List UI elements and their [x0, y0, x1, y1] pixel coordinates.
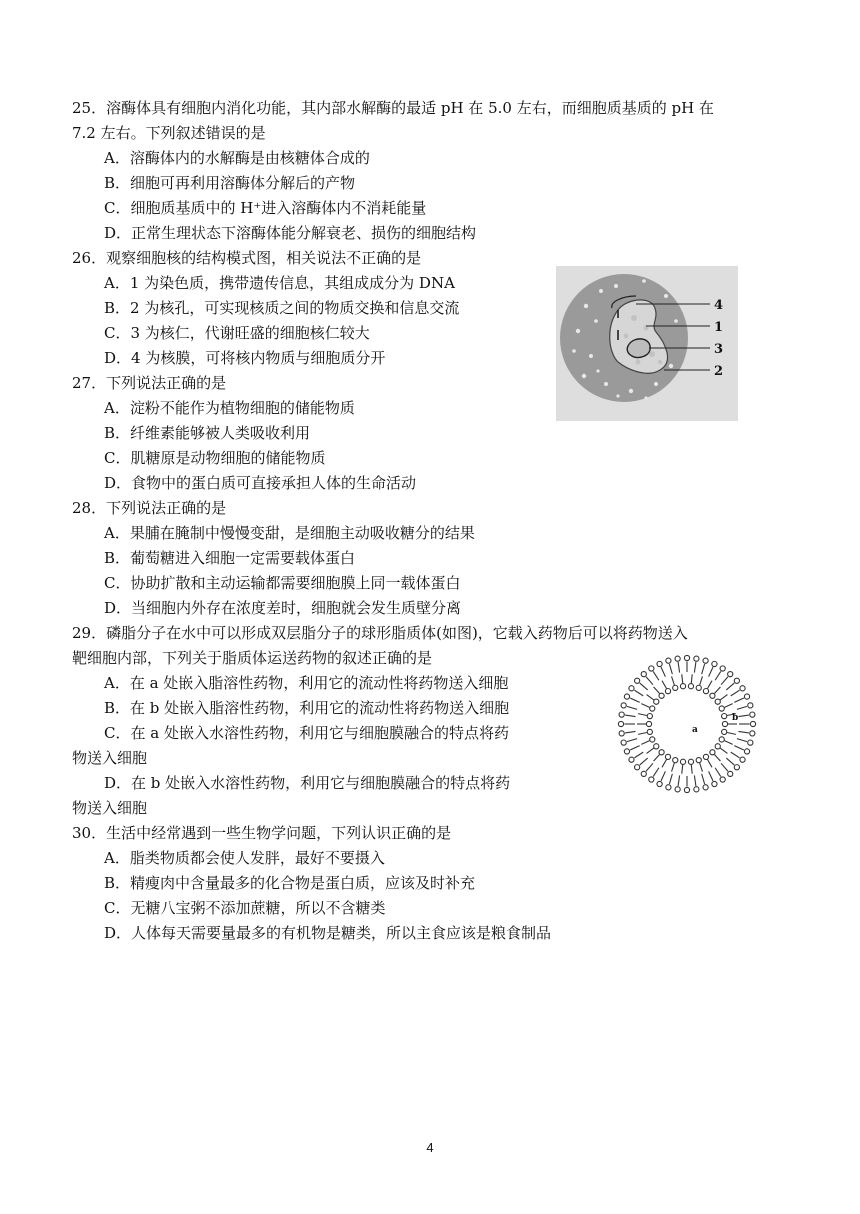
q28-option-d: D．当细胞内外存在浓度差时，细胞就会发生质壁分离 — [104, 599, 462, 617]
outer-phospholipid-head — [629, 757, 634, 762]
inner-phospholipid-head — [688, 759, 693, 764]
q25-option-b: B．细胞可再利用溶酶体分解后的产物 — [104, 174, 356, 192]
inner-phospholipid-head — [719, 737, 724, 742]
outer-phospholipid-head — [675, 656, 680, 661]
inner-phospholipid-tail — [720, 695, 727, 700]
outer-phospholipid-head — [750, 731, 755, 736]
outer-phospholipid-head — [734, 678, 739, 683]
q27-option-d: D．食物中的蛋白质可直接承担人体的生命活动 — [104, 474, 417, 492]
outer-phospholipid-tail — [731, 752, 740, 758]
outer-phospholipid-head — [750, 721, 755, 726]
outer-phospholipid-head — [629, 686, 634, 691]
outer-phospholipid-head — [720, 777, 725, 782]
inner-phospholipid-tail — [727, 733, 736, 735]
q29-option-d-cont: 物送入细胞 — [72, 799, 148, 817]
inner-phospholipid-tail — [662, 681, 667, 689]
q26-option-a: A．1 为染色质，携带遗传信息，其组成成分为 DNA — [104, 274, 455, 292]
q26-option-c: C．3 为核仁，代谢旺盛的细胞核仁较大 — [104, 324, 370, 342]
outer-phospholipid-head — [666, 658, 671, 663]
outer-phospholipid-tail — [653, 768, 659, 777]
outer-phospholipid-tail — [726, 683, 734, 690]
inner-phospholipid-head — [696, 685, 701, 690]
outer-phospholipid-head — [641, 672, 646, 677]
inner-phospholipid-tail — [641, 741, 649, 745]
outer-phospholipid-tail — [634, 752, 643, 758]
outer-phospholipid-head — [740, 757, 745, 762]
inner-phospholipid-tail — [700, 676, 703, 685]
q26-option-b: B．2 为核孔，可实现核质之间的物质交换和信息交流 — [104, 299, 460, 317]
outer-phospholipid-tail — [669, 774, 672, 784]
outer-phospholipid-head — [649, 666, 654, 671]
outer-phospholipid-tail — [630, 746, 640, 750]
inner-phospholipid-head — [673, 685, 678, 690]
outer-phospholipid-tail — [630, 698, 640, 702]
inner-phospholipid-head — [650, 706, 655, 711]
outer-phospholipid-head — [750, 712, 755, 717]
outer-phospholipid-head — [703, 658, 708, 663]
inner-phospholipid-tail — [700, 763, 703, 772]
q29-stem-line1: 29．磷脂分子在水中可以形成双层脂分子的球形脂质体(如图)，它载入药物后可以将药物送入 — [72, 624, 688, 642]
inner-phospholipid-tail — [682, 674, 683, 683]
outer-phospholipid-head — [624, 749, 629, 754]
outer-phospholipid-head — [618, 721, 623, 726]
outer-phospholipid-head — [734, 765, 739, 770]
q27-stem: 27．下列说法正确的是 — [72, 374, 227, 392]
q28-option-c: C．协助扩散和主动运输都需要细胞膜上同一载体蛋白 — [104, 574, 461, 592]
nucleus-label-4: 4 — [714, 298, 724, 313]
q30-option-d: D．人体每天需要量最多的有机物是糖类，所以主食应该是粮食制品 — [104, 924, 552, 942]
q26-stem: 26．观察细胞核的结构模式图，相关说法不正确的是 — [72, 249, 422, 267]
outer-phospholipid-head — [657, 661, 662, 666]
inner-phospholipid-head — [703, 754, 708, 759]
inner-phospholipid-head — [646, 721, 651, 726]
outer-phospholipid-tail — [678, 662, 679, 672]
inner-phospholipid-tail — [720, 748, 727, 753]
outer-phospholipid-head — [740, 686, 745, 691]
outer-phospholipid-head — [675, 787, 680, 792]
outer-phospholipid-head — [649, 777, 654, 782]
page-number: 4 — [426, 1140, 434, 1155]
outer-phospholipid-head — [712, 661, 717, 666]
inner-phospholipid-tail — [714, 754, 720, 761]
outer-phospholipid-tail — [715, 768, 721, 777]
outer-phospholipid-head — [744, 694, 749, 699]
outer-phospholipid-head — [619, 731, 624, 736]
outer-phospholipid-tail — [734, 746, 744, 750]
outer-phospholipid-head — [684, 655, 689, 660]
inner-phospholipid-head — [659, 693, 664, 698]
inner-phospholipid-tail — [641, 704, 649, 708]
q26-option-d: D．4 为核膜，可将核内物质与细胞质分开 — [104, 349, 386, 367]
outer-phospholipid-tail — [646, 677, 653, 685]
q30-option-c: C．无糖八宝粥不添加蔗糖，所以不含糖类 — [104, 899, 386, 917]
outer-phospholipid-tail — [709, 771, 713, 781]
outer-phospholipid-tail — [661, 771, 665, 781]
q27-option-b: B．纤维素能够被人类吸收利用 — [104, 424, 311, 442]
inner-phospholipid-tail — [638, 714, 647, 716]
outer-phospholipid-tail — [721, 677, 728, 685]
inner-phospholipid-tail — [654, 754, 660, 761]
q25-stem-line1: 25．溶酶体具有细胞内消化功能，其内部水解酶的最适 pH 在 5.0 左右，而细胞质基质的 pH 在 — [72, 99, 714, 117]
inner-phospholipid-tail — [708, 681, 713, 689]
outer-phospholipid-head — [666, 785, 671, 790]
outer-phospholipid-head — [748, 703, 753, 708]
inner-phospholipid-tail — [724, 741, 732, 745]
outer-phospholipid-tail — [640, 758, 648, 765]
outer-phospholipid-head — [728, 771, 733, 776]
outer-phospholipid-tail — [627, 706, 637, 709]
inner-phospholipid-tail — [672, 676, 675, 685]
outer-phospholipid-head — [748, 740, 753, 745]
outer-phospholipid-head — [624, 694, 629, 699]
inner-phospholipid-tail — [638, 733, 647, 735]
inner-phospholipid-head — [722, 729, 727, 734]
q29-option-c: C．在 a 处嵌入水溶性药物，利用它与细胞膜融合的特点将药 — [104, 724, 509, 742]
inner-phospholipid-head — [688, 684, 693, 689]
outer-phospholipid-head — [621, 703, 626, 708]
outer-phospholipid-tail — [726, 758, 734, 765]
nucleus-structure-figure — [556, 266, 738, 421]
inner-phospholipid-head — [647, 713, 652, 718]
q25-option-a: A．溶酶体内的水解酶是由核糖体合成的 — [104, 149, 370, 167]
outer-phospholipid-tail — [646, 763, 653, 771]
q25-option-c: C．细胞质基质中的 H⁺进入溶酶体内不消耗能量 — [104, 199, 427, 217]
q29-option-b: B．在 b 处嵌入脂溶性药物，利用它的流动性将药物送入细胞 — [104, 699, 510, 717]
nucleus-label-1: 1 — [714, 320, 724, 335]
inner-phospholipid-tail — [724, 704, 732, 708]
liposome-label-a: a — [692, 725, 698, 735]
inner-phospholipid-tail — [691, 765, 692, 774]
outer-phospholipid-tail — [661, 667, 665, 677]
outer-phospholipid-tail — [653, 671, 659, 680]
q30-stem: 30．生活中经常遇到一些生物学问题，下列认识正确的是 — [72, 824, 452, 842]
inner-phospholipid-tail — [708, 760, 713, 768]
outer-phospholipid-tail — [737, 706, 747, 709]
outer-phospholipid-head — [694, 787, 699, 792]
inner-phospholipid-head — [715, 744, 720, 749]
outer-phospholipid-tail — [694, 775, 695, 785]
inner-phospholipid-tail — [647, 748, 654, 753]
inner-phospholipid-head — [647, 729, 652, 734]
inner-phospholipid-head — [710, 750, 715, 755]
nucleus-label-2: 2 — [714, 364, 724, 379]
outer-phospholipid-tail — [709, 667, 713, 677]
outer-phospholipid-tail — [694, 662, 695, 672]
inner-phospholipid-tail — [691, 674, 692, 683]
inner-phospholipid-tail — [714, 687, 720, 694]
inner-phospholipid-head — [722, 721, 727, 726]
q29-option-d: D．在 b 处嵌入水溶性药物，利用它与细胞膜融合的特点将药 — [104, 774, 511, 792]
outer-phospholipid-tail — [702, 774, 705, 784]
outer-phospholipid-tail — [625, 731, 635, 732]
inner-phospholipid-tail — [647, 695, 654, 700]
inner-phospholipid-head — [659, 750, 664, 755]
q25-stem-line2: 7.2 左右。下列叙述错误的是 — [72, 124, 266, 142]
inner-phospholipid-tail — [654, 687, 660, 694]
outer-phospholipid-head — [703, 785, 708, 790]
outer-phospholipid-head — [712, 781, 717, 786]
outer-phospholipid-tail — [731, 690, 740, 696]
outer-phospholipid-tail — [721, 763, 728, 771]
q30-option-a: A．脂类物质都会使人发胖，最好不要摄入 — [104, 849, 385, 867]
outer-phospholipid-head — [744, 749, 749, 754]
outer-phospholipid-head — [694, 656, 699, 661]
outer-phospholipid-head — [684, 787, 689, 792]
outer-phospholipid-tail — [640, 683, 648, 690]
q29-stem-line2: 靶细胞内部，下列关于脂质体运送药物的叙述正确的是 — [72, 649, 433, 667]
inner-phospholipid-tail — [672, 763, 675, 772]
inner-phospholipid-head — [665, 688, 670, 693]
outer-phospholipid-tail — [702, 664, 705, 674]
q29-option-a: A．在 a 处嵌入脂溶性药物，利用它的流动性将药物送入细胞 — [104, 674, 509, 692]
inner-phospholipid-head — [710, 693, 715, 698]
inner-phospholipid-head — [654, 744, 659, 749]
q28-stem: 28．下列说法正确的是 — [72, 499, 227, 517]
q30-option-b: B．精瘦肉中含量最多的化合物是蛋白质，应该及时补充 — [104, 874, 476, 892]
outer-phospholipid-head — [641, 771, 646, 776]
inner-phospholipid-tail — [662, 760, 667, 768]
outer-phospholipid-tail — [738, 715, 748, 716]
q25-option-d: D．正常生理状态下溶酶体能分解衰老、损伤的细胞结构 — [104, 224, 477, 242]
outer-phospholipid-tail — [734, 698, 744, 702]
outer-phospholipid-tail — [678, 775, 679, 785]
inner-phospholipid-head — [719, 706, 724, 711]
inner-phospholipid-head — [703, 688, 708, 693]
outer-phospholipid-head — [619, 712, 624, 717]
outer-phospholipid-head — [720, 666, 725, 671]
inner-phospholipid-head — [696, 758, 701, 763]
inner-phospholipid-head — [715, 699, 720, 704]
outer-phospholipid-tail — [737, 739, 747, 742]
outer-phospholipid-head — [657, 781, 662, 786]
q27-option-a: A．淀粉不能作为植物细胞的储能物质 — [104, 399, 355, 417]
liposome-label-b: b — [732, 713, 739, 723]
inner-phospholipid-head — [650, 737, 655, 742]
outer-phospholipid-head — [621, 740, 626, 745]
liposome-inner-layer — [637, 674, 737, 773]
outer-phospholipid-tail — [669, 664, 672, 674]
inner-phospholipid-head — [680, 684, 685, 689]
q27-option-c: C．肌糖原是动物细胞的储能物质 — [104, 449, 326, 467]
outer-phospholipid-tail — [715, 671, 721, 680]
outer-phospholipid-head — [635, 765, 640, 770]
outer-phospholipid-tail — [627, 739, 637, 742]
inner-phospholipid-head — [722, 713, 727, 718]
inner-phospholipid-tail — [682, 765, 683, 774]
outer-phospholipid-head — [728, 672, 733, 677]
liposome-figure — [612, 654, 762, 794]
inner-phospholipid-head — [665, 754, 670, 759]
q29-option-c-cont: 物送入细胞 — [72, 749, 148, 767]
inner-phospholipid-head — [680, 759, 685, 764]
nucleus-label-3: 3 — [714, 342, 724, 357]
outer-phospholipid-tail — [634, 690, 643, 696]
outer-phospholipid-tail — [625, 715, 635, 716]
inner-phospholipid-head — [654, 699, 659, 704]
q28-option-b: B．葡萄糖进入细胞一定需要载体蛋白 — [104, 549, 356, 567]
q28-option-a: A．果脯在腌制中慢慢变甜，是细胞主动吸收糖分的结果 — [104, 524, 475, 542]
inner-phospholipid-head — [673, 758, 678, 763]
outer-phospholipid-head — [635, 678, 640, 683]
outer-phospholipid-tail — [738, 731, 748, 732]
